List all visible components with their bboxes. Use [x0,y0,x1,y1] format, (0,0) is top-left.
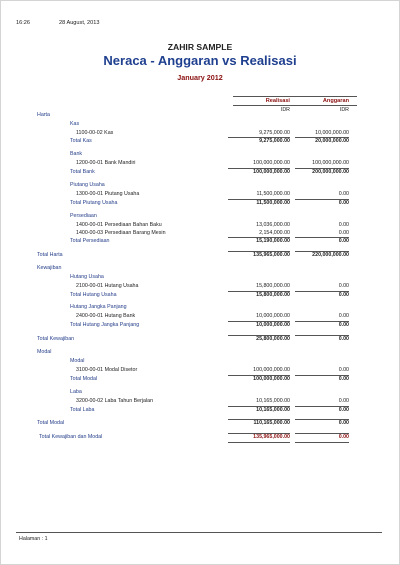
subtotal-rule-realisasi [228,335,290,336]
report-title: Neraca - Anggaran vs Realisasi [103,53,297,68]
realisasi-value: 13,036,000.00 [256,222,290,228]
report-period: January 2012 [177,73,223,82]
total-label: Total Piutang Usaha [70,200,118,206]
realisasi-value: 135,965,000.00 [253,252,290,258]
header-top-rule [233,96,357,97]
realisasi-value: 2,154,000.00 [259,230,290,236]
realisasi-value: 9,275,000.00 [259,130,290,136]
group-label: Harta [37,112,50,118]
account-label: 1200-00-01 Bank Mandiri [76,160,136,166]
total-label: Total Hutang Jangka Panjang [70,322,140,328]
anggaran-value: 0.00 [338,230,349,236]
anggaran-value: 0.00 [338,434,349,440]
realisasi-value: 11,500,000.00 [256,200,290,206]
realisasi-value: 100,000,000.00 [253,169,290,175]
subtotal-rule-anggaran [295,237,349,238]
total-label: Total Hutang Usaha [70,292,117,298]
account-label: 2400-00-01 Hutang Bank [76,313,136,319]
realisasi-value: 10,165,000.00 [256,398,290,404]
realisasi-value: 15,800,000.00 [256,292,290,298]
total-label: Total Laba [70,407,95,413]
subtotal-rule-realisasi [228,137,290,138]
subtotal-rule-realisasi [228,291,290,292]
anggaran-value: 200,000,000.00 [312,169,349,175]
account-label: 1400-00-01 Persediaan Bahan Baku [76,222,162,228]
account-label: 3200-00-02 Laba Tahun Berjalan [76,398,154,404]
subtotal-rule-realisasi [228,419,290,420]
group-label: Modal [37,349,52,355]
anggaran-value: 0.00 [338,191,349,197]
footer-rule [16,532,382,533]
col-header-anggaran: Anggaran [322,98,349,104]
page-number: Halaman : 1 [19,536,48,542]
subtotal-rule-realisasi [228,321,290,322]
anggaran-value: 10,000,000.00 [315,130,349,136]
section-label: Kas [70,121,80,127]
anggaran-value: 20,000,000.00 [315,138,349,144]
total-label: Total Kewajiban [37,336,75,342]
subtotal-rule-anggaran [295,406,349,407]
realisasi-value: 135,965,000.00 [253,434,290,440]
anggaran-value: 220,000,000.00 [312,252,349,258]
anggaran-value: 0.00 [338,376,349,382]
section-label: Piutang Usaha [70,182,105,188]
anggaran-value: 0.00 [338,313,349,319]
section-label: Hutang Jangka Panjang [70,304,127,310]
anggaran-value: 0.00 [338,336,349,342]
realisasi-value: 110,165,000.00 [253,420,290,426]
subtotal-rule-realisasi [228,237,290,238]
realisasi-value: 100,000,000.00 [253,367,290,373]
realisasi-value: 15,190,000.00 [256,238,290,244]
subtotal-rule-realisasi [228,168,290,169]
print-date: 28 August, 2013 [59,20,100,26]
realisasi-value: 100,000,000.00 [253,160,290,166]
total-label: Total Persediaan [70,238,110,244]
company-name: ZAHIR SAMPLE [167,42,233,52]
section-label: Laba [70,389,82,395]
realisasi-value: 10,165,000.00 [256,407,290,413]
subtotal-rule-anggaran [295,419,349,420]
total-label: Total Harta [37,252,63,258]
anggaran-value: 100,000,000.00 [312,160,349,166]
subtotal-rule-anggaran [295,168,349,169]
anggaran-value: 0.00 [338,222,349,228]
realisasi-value: 10,000,000.00 [256,313,290,319]
section-label: Bank [70,151,83,157]
print-time: 16:26 [16,20,30,26]
total-label: Total Modal [70,376,98,382]
realisasi-value: 15,800,000.00 [256,283,290,289]
subtotal-rule-anggaran [295,433,349,434]
realisasi-value: 25,800,000.00 [256,336,290,342]
anggaran-value: 0.00 [338,200,349,206]
col-header-realisasi: Realisasi [265,98,290,104]
subtotal-rule-realisasi [228,375,290,376]
account-label: 2100-00-01 Hutang Usaha [76,283,139,289]
total-label: Total Modal [37,420,65,426]
header-mid-rule [233,105,357,106]
realisasi-value: 100,000,000.00 [253,376,290,382]
realisasi-value: 11,500,000.00 [256,191,290,197]
realisasi-value: 9,275,000.00 [259,138,290,144]
subtotal-rule-realisasi [228,251,290,252]
total-label: Total Kewajiban dan Modal [39,434,103,440]
total-label: Total Bank [70,169,95,175]
anggaran-value: 0.00 [338,238,349,244]
section-label: Modal [70,358,85,364]
anggaran-value: 0.00 [338,322,349,328]
account-label: 1400-00-03 Persediaan Barang Mesin [76,230,166,236]
account-label: 1300-00-01 Piutang Usaha [76,191,140,197]
subtotal-rule-anggaran [295,251,349,252]
subtotal-rule-realisasi [228,406,290,407]
anggaran-value: 0.00 [338,407,349,413]
subtotal-rule-anggaran [295,137,349,138]
currency-realisasi: IDR [280,107,290,113]
anggaran-value: 0.00 [338,283,349,289]
anggaran-value: 0.00 [338,367,349,373]
anggaran-value: 0.00 [338,398,349,404]
total-label: Total Kas [70,138,92,144]
group-label: Kewajiban [37,265,62,271]
subtotal-rule-anggaran [295,199,349,200]
subtotal-rule-anggaran [295,335,349,336]
anggaran-value: 0.00 [338,420,349,426]
account-label: 3100-00-01 Modal Disetor [76,367,138,373]
subtotal-rule-anggaran [295,375,349,376]
currency-anggaran: IDR [339,107,349,113]
account-label: 1100-00-02 Kas [76,130,114,136]
section-label: Hutang Usaha [70,274,104,280]
subtotal-rule-realisasi [228,199,290,200]
subtotal-rule-anggaran [295,291,349,292]
subtotal-rule-realisasi [228,433,290,434]
double-rule-anggaran [295,442,349,443]
anggaran-value: 0.00 [338,292,349,298]
subtotal-rule-anggaran [295,321,349,322]
realisasi-value: 10,000,000.00 [256,322,290,328]
double-rule-realisasi [228,442,290,443]
section-label: Persediaan [70,213,97,219]
